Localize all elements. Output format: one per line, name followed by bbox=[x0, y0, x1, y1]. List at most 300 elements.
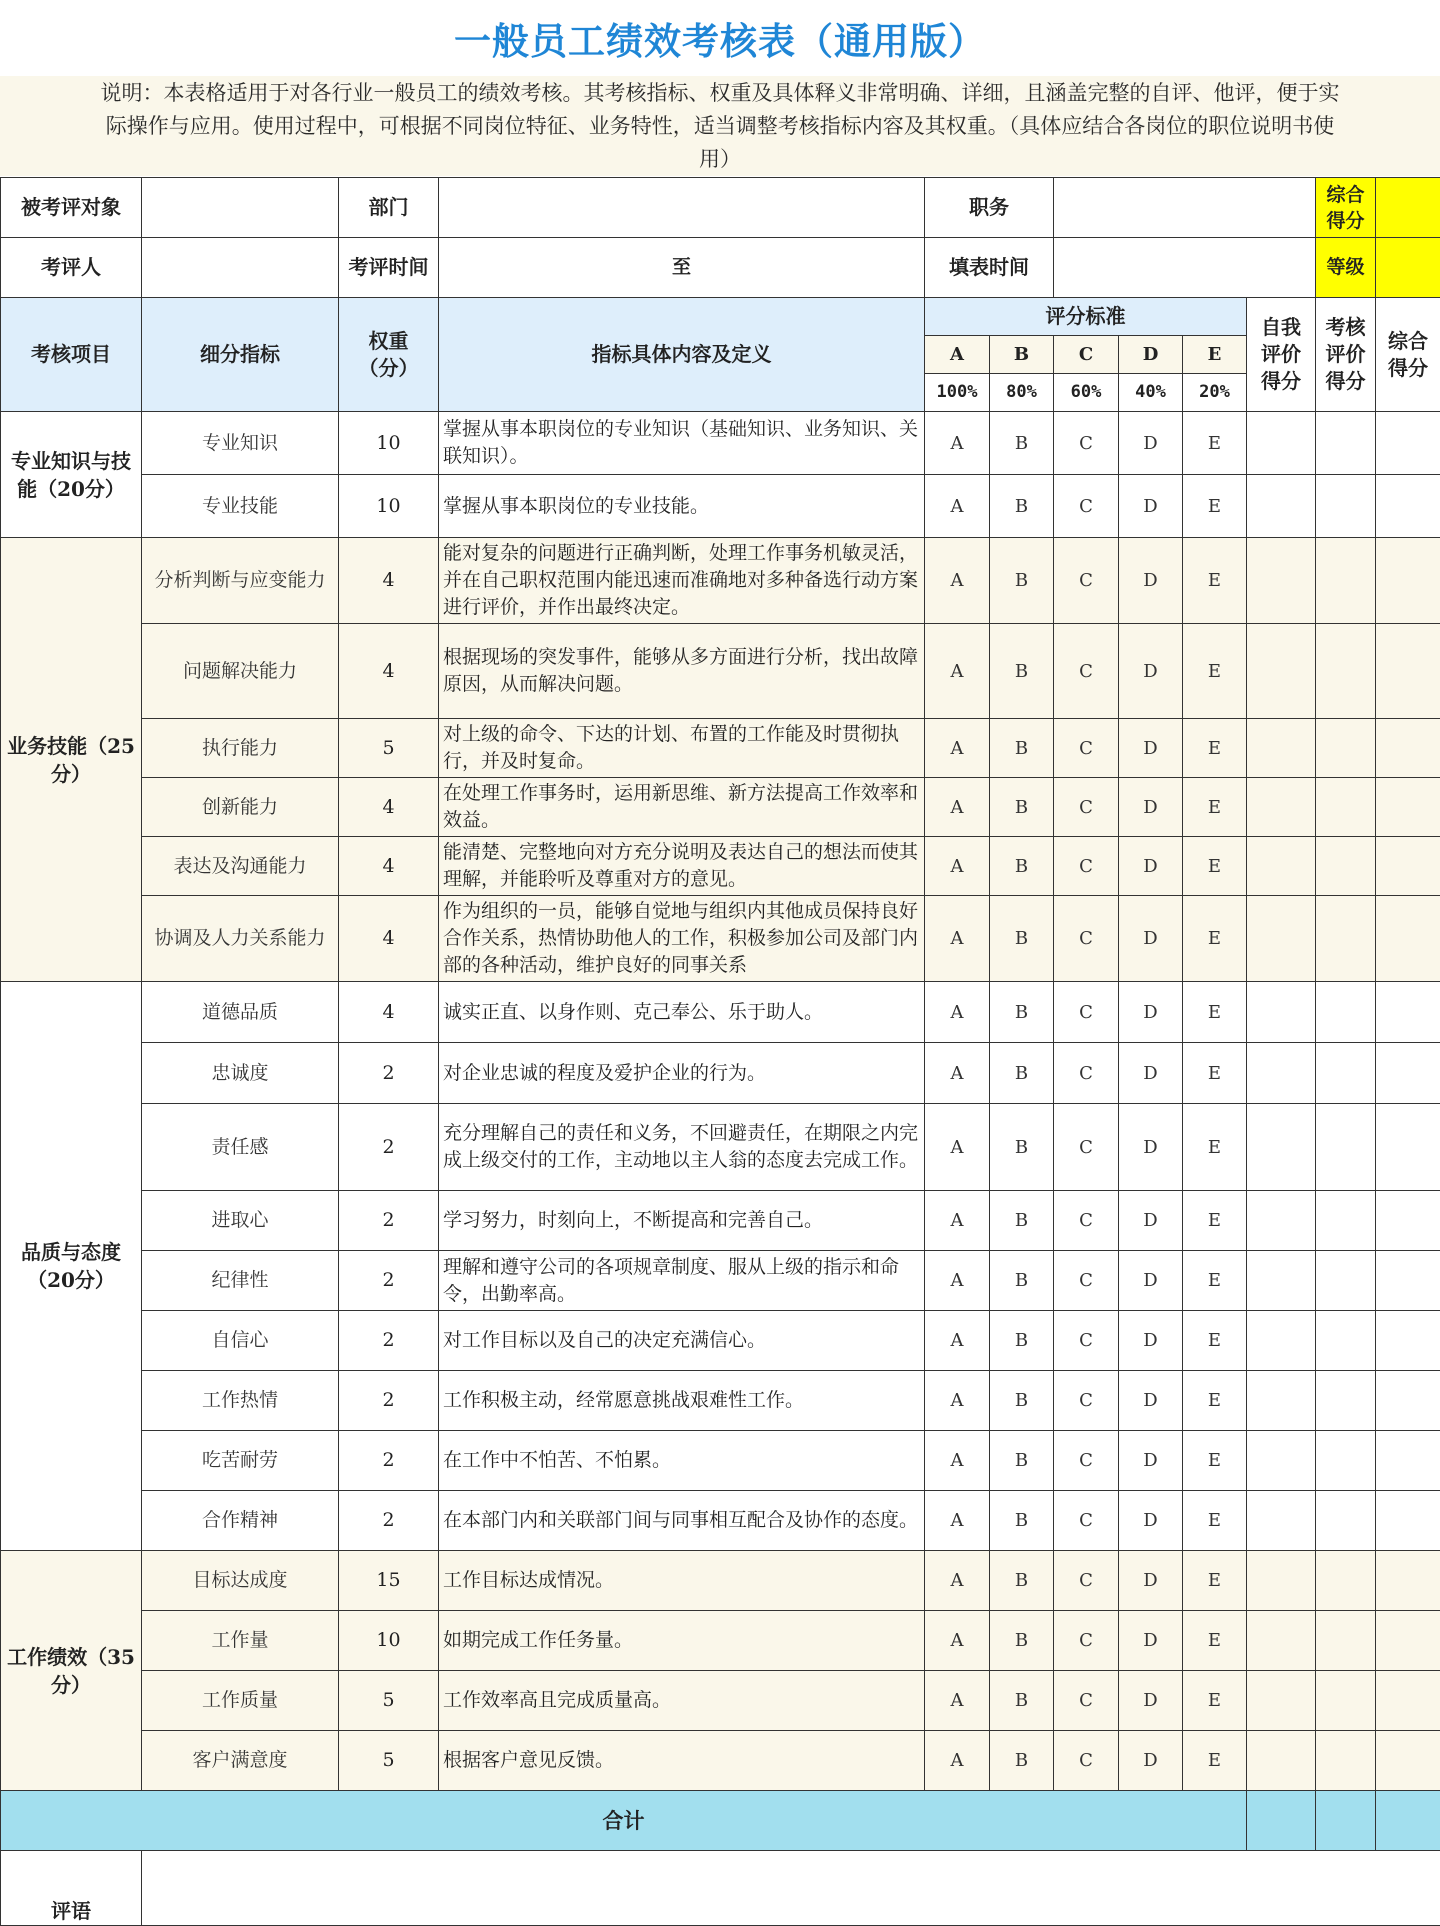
grade-option[interactable]: B bbox=[990, 1311, 1054, 1371]
grade-option[interactable]: E bbox=[1183, 719, 1247, 778]
department-label: 部门 bbox=[339, 178, 439, 238]
grade-option[interactable]: C bbox=[1054, 1251, 1119, 1311]
self-score-cell[interactable] bbox=[1247, 1251, 1316, 1311]
indicator-definition: 对企业忠诚的程度及爱护企业的行为。 bbox=[439, 1043, 925, 1104]
self-score-cell[interactable] bbox=[1247, 896, 1316, 982]
indicator-name: 纪律性 bbox=[142, 1251, 339, 1311]
indicator-row bbox=[1, 719, 1440, 778]
grade-option[interactable]: A bbox=[925, 1311, 990, 1371]
indicator-name: 执行能力 bbox=[142, 719, 339, 778]
grade-option[interactable]: C bbox=[1054, 982, 1119, 1043]
indicator-row bbox=[1, 837, 1440, 896]
indicator-name: 分析判断与应变能力 bbox=[142, 538, 339, 624]
grade-option[interactable]: A bbox=[925, 1731, 990, 1791]
self-score-cell[interactable] bbox=[1247, 1491, 1316, 1551]
grade-option[interactable]: D bbox=[1119, 1671, 1183, 1731]
self-score-cell[interactable] bbox=[1247, 1611, 1316, 1671]
grade-option[interactable]: B bbox=[990, 1491, 1054, 1551]
indicator-name: 创新能力 bbox=[142, 778, 339, 837]
remarks-label: 评语 bbox=[1, 1851, 142, 1926]
grade-option[interactable]: E bbox=[1183, 1043, 1247, 1104]
self-score-cell[interactable] bbox=[1247, 1104, 1316, 1191]
total-assess-cell[interactable] bbox=[1316, 1791, 1376, 1851]
grade-option[interactable]: A bbox=[925, 1104, 990, 1191]
grade-option[interactable]: A bbox=[925, 1043, 990, 1104]
indicator-name: 工作质量 bbox=[142, 1671, 339, 1731]
self-score-cell[interactable] bbox=[1247, 1431, 1316, 1491]
subject-field[interactable] bbox=[142, 178, 339, 238]
indicator-name: 客户满意度 bbox=[142, 1731, 339, 1791]
self-score-cell[interactable] bbox=[1247, 1043, 1316, 1104]
instructions-line: 说明：本表格适用于对各行业一般员工的绩效考核。其考核指标、权重及具体释义非常明确、详细，且涵盖完整的自评、他评，便于实 bbox=[12, 77, 1428, 110]
assess-score-cell[interactable] bbox=[1316, 1191, 1376, 1251]
indicator-weight: 2 bbox=[339, 1491, 439, 1551]
evaluation-time-label: 考评时间 bbox=[339, 238, 439, 298]
indicator-definition: 工作积极主动，经常愿意挑战艰难性工作。 bbox=[439, 1371, 925, 1431]
assess-score-cell[interactable] bbox=[1316, 1731, 1376, 1791]
self-score-header: 自我评价得分 bbox=[1247, 298, 1316, 412]
indicator-definition: 掌握从事本职岗位的专业技能。 bbox=[439, 475, 925, 538]
total-row bbox=[1, 1791, 1440, 1851]
grade-a-percent: 100% bbox=[925, 374, 990, 412]
grade-b-header: B bbox=[990, 336, 1054, 374]
indicator-weight: 4 bbox=[339, 624, 439, 719]
grade-option[interactable]: B bbox=[990, 719, 1054, 778]
indicator-name: 专业知识 bbox=[142, 412, 339, 475]
grade-option[interactable]: D bbox=[1119, 982, 1183, 1043]
grade-c-header: C bbox=[1054, 336, 1119, 374]
grade-option[interactable]: D bbox=[1119, 1431, 1183, 1491]
indicator-header: 细分指标 bbox=[142, 298, 339, 412]
self-score-cell[interactable] bbox=[1247, 1311, 1316, 1371]
indicator-definition: 根据客户意见反馈。 bbox=[439, 1731, 925, 1791]
overall-score-cell[interactable] bbox=[1376, 1551, 1440, 1611]
grade-option[interactable]: E bbox=[1183, 1311, 1247, 1371]
grade-option[interactable]: D bbox=[1119, 778, 1183, 837]
overall-score-cell[interactable] bbox=[1376, 1431, 1440, 1491]
grade-option[interactable]: B bbox=[990, 1551, 1054, 1611]
self-score-cell[interactable] bbox=[1247, 837, 1316, 896]
grade-option[interactable]: E bbox=[1183, 1731, 1247, 1791]
assess-score-cell[interactable] bbox=[1316, 837, 1376, 896]
assess-score-cell[interactable] bbox=[1316, 1043, 1376, 1104]
grade-option[interactable]: D bbox=[1119, 1611, 1183, 1671]
overall-score-cell[interactable] bbox=[1376, 1611, 1440, 1671]
indicator-definition: 能清楚、完整地向对方充分说明及表达自己的想法而使其理解，并能聆听及尊重对方的意见。 bbox=[439, 837, 925, 896]
assess-score-cell[interactable] bbox=[1316, 1491, 1376, 1551]
grade-option[interactable]: C bbox=[1054, 1671, 1119, 1731]
indicator-name: 吃苦耐劳 bbox=[142, 1431, 339, 1491]
indicator-definition: 诚实正直、以身作则、克己奉公、乐于助人。 bbox=[439, 982, 925, 1043]
grade-option[interactable]: B bbox=[990, 1731, 1054, 1791]
level-label: 等级 bbox=[1316, 238, 1376, 298]
instructions-line: 际操作与应用。使用过程中，可根据不同岗位特征、业务特性，适当调整考核指标内容及其权重。（具体应结合各岗位的职位说明书使 bbox=[12, 110, 1428, 143]
grade-option[interactable]: B bbox=[990, 1431, 1054, 1491]
grade-option[interactable]: C bbox=[1054, 896, 1119, 982]
grade-option[interactable]: A bbox=[925, 1431, 990, 1491]
indicator-definition: 对上级的命令、下达的计划、布置的工作能及时贯彻执行，并及时复命。 bbox=[439, 719, 925, 778]
overall-score-cell[interactable] bbox=[1376, 1671, 1440, 1731]
grade-option[interactable]: D bbox=[1119, 1043, 1183, 1104]
grade-option[interactable]: E bbox=[1183, 1191, 1247, 1251]
total-score-field[interactable] bbox=[1376, 178, 1440, 238]
header-row bbox=[1, 298, 1440, 336]
grade-option[interactable]: A bbox=[925, 982, 990, 1043]
assess-score-cell[interactable] bbox=[1316, 412, 1376, 475]
grade-option[interactable]: D bbox=[1119, 1731, 1183, 1791]
overall-score-cell[interactable] bbox=[1376, 1104, 1440, 1191]
indicator-row bbox=[1, 896, 1440, 982]
self-score-cell[interactable] bbox=[1247, 624, 1316, 719]
grade-option[interactable]: B bbox=[990, 1671, 1054, 1731]
grade-b-percent: 80% bbox=[990, 374, 1054, 412]
self-score-cell[interactable] bbox=[1247, 1671, 1316, 1731]
info-row bbox=[1, 178, 1440, 238]
grade-option[interactable]: D bbox=[1119, 896, 1183, 982]
indicator-row bbox=[1, 1371, 1440, 1431]
grade-option[interactable]: B bbox=[990, 412, 1054, 475]
indicator-definition: 工作目标达成情况。 bbox=[439, 1551, 925, 1611]
fill-time-label: 填表时间 bbox=[925, 238, 1054, 298]
assess-score-cell[interactable] bbox=[1316, 1671, 1376, 1731]
grade-option[interactable]: C bbox=[1054, 719, 1119, 778]
grade-option[interactable]: D bbox=[1119, 1104, 1183, 1191]
indicator-weight: 2 bbox=[339, 1043, 439, 1104]
grade-option[interactable]: B bbox=[990, 1104, 1054, 1191]
grade-option[interactable]: C bbox=[1054, 624, 1119, 719]
overall-score-cell[interactable] bbox=[1376, 1371, 1440, 1431]
indicator-name: 忠诚度 bbox=[142, 1043, 339, 1104]
grade-option[interactable]: D bbox=[1119, 412, 1183, 475]
indicator-row bbox=[1, 475, 1440, 538]
grade-option[interactable]: B bbox=[990, 1611, 1054, 1671]
indicator-weight: 4 bbox=[339, 837, 439, 896]
assess-score-cell[interactable] bbox=[1316, 1611, 1376, 1671]
indicator-row bbox=[1, 538, 1440, 624]
self-score-cell[interactable] bbox=[1247, 412, 1316, 475]
indicator-definition: 在工作中不怕苦、不怕累。 bbox=[439, 1431, 925, 1491]
page-title: 一般员工绩效考核表（通用版） bbox=[0, 0, 1440, 76]
grade-option[interactable]: E bbox=[1183, 1431, 1247, 1491]
indicator-weight: 2 bbox=[339, 1311, 439, 1371]
instructions-line: 用） bbox=[12, 143, 1428, 176]
indicator-definition: 掌握从事本职岗位的专业知识（基础知识、业务知识、关联知识）。 bbox=[439, 412, 925, 475]
grade-option[interactable]: C bbox=[1054, 538, 1119, 624]
grade-option[interactable]: A bbox=[925, 538, 990, 624]
grade-option[interactable]: C bbox=[1054, 1431, 1119, 1491]
overall-score-cell[interactable] bbox=[1376, 719, 1440, 778]
self-score-cell[interactable] bbox=[1247, 982, 1316, 1043]
indicator-name: 合作精神 bbox=[142, 1491, 339, 1551]
category-name: 工作绩效（35分） bbox=[1, 1551, 142, 1791]
indicator-row bbox=[1, 1043, 1440, 1104]
indicator-weight: 2 bbox=[339, 1191, 439, 1251]
self-score-cell[interactable] bbox=[1247, 778, 1316, 837]
assess-score-cell[interactable] bbox=[1316, 1104, 1376, 1191]
grade-c-percent: 60% bbox=[1054, 374, 1119, 412]
indicator-definition: 在处理工作事务时，运用新思维、新方法提高工作效率和效益。 bbox=[439, 778, 925, 837]
evaluator-label: 考评人 bbox=[1, 238, 142, 298]
grade-option[interactable]: A bbox=[925, 719, 990, 778]
weight-header: 权重（分） bbox=[339, 298, 439, 412]
grade-option[interactable]: D bbox=[1119, 1491, 1183, 1551]
grade-option[interactable]: A bbox=[925, 624, 990, 719]
grade-option[interactable]: E bbox=[1183, 778, 1247, 837]
indicator-row bbox=[1, 1311, 1440, 1371]
indicator-row bbox=[1, 1251, 1440, 1311]
grade-option[interactable]: C bbox=[1054, 475, 1119, 538]
indicator-weight: 10 bbox=[339, 1611, 439, 1671]
grade-option[interactable]: D bbox=[1119, 538, 1183, 624]
indicator-name: 责任感 bbox=[142, 1104, 339, 1191]
indicator-name: 问题解决能力 bbox=[142, 624, 339, 719]
grade-option[interactable]: E bbox=[1183, 982, 1247, 1043]
indicator-definition: 根据现场的突发事件，能够从多方面进行分析，找出故障原因，从而解决问题。 bbox=[439, 624, 925, 719]
grade-option[interactable]: D bbox=[1119, 837, 1183, 896]
assess-score-cell[interactable] bbox=[1316, 1431, 1376, 1491]
grade-option[interactable]: E bbox=[1183, 1371, 1247, 1431]
grade-option[interactable]: C bbox=[1054, 1731, 1119, 1791]
assess-score-cell[interactable] bbox=[1316, 1551, 1376, 1611]
position-field[interactable] bbox=[1054, 178, 1316, 238]
grade-option[interactable]: B bbox=[990, 624, 1054, 719]
indicator-row bbox=[1, 1551, 1440, 1611]
indicator-row bbox=[1, 1731, 1440, 1791]
grade-option[interactable]: C bbox=[1054, 1491, 1119, 1551]
indicator-row bbox=[1, 1104, 1440, 1191]
grade-option[interactable]: C bbox=[1054, 837, 1119, 896]
grade-option[interactable]: E bbox=[1183, 1251, 1247, 1311]
grade-option[interactable]: E bbox=[1183, 538, 1247, 624]
indicator-weight: 2 bbox=[339, 1371, 439, 1431]
self-score-cell[interactable] bbox=[1247, 475, 1316, 538]
grade-option[interactable]: C bbox=[1054, 1191, 1119, 1251]
grade-option[interactable]: E bbox=[1183, 896, 1247, 982]
assess-score-cell[interactable] bbox=[1316, 719, 1376, 778]
category-name: 业务技能（25分） bbox=[1, 538, 142, 982]
indicator-name: 专业技能 bbox=[142, 475, 339, 538]
grade-option[interactable]: D bbox=[1119, 624, 1183, 719]
overall-score-cell[interactable] bbox=[1376, 412, 1440, 475]
indicator-name: 工作热情 bbox=[142, 1371, 339, 1431]
self-score-cell[interactable] bbox=[1247, 1551, 1316, 1611]
grade-option[interactable]: D bbox=[1119, 1311, 1183, 1371]
grade-option[interactable]: E bbox=[1183, 837, 1247, 896]
indicator-definition: 能对复杂的问题进行正确判断，处理工作事务机敏灵活，并在自己职权范围内能迅速而准确地对多种备选行动方案进行评价，并作出最终决定。 bbox=[439, 538, 925, 624]
overall-score-cell[interactable] bbox=[1376, 1491, 1440, 1551]
grade-option[interactable]: A bbox=[925, 1191, 990, 1251]
indicator-weight: 4 bbox=[339, 896, 439, 982]
grade-option[interactable]: A bbox=[925, 475, 990, 538]
indicator-name: 工作量 bbox=[142, 1611, 339, 1671]
indicator-weight: 2 bbox=[339, 1251, 439, 1311]
grade-option[interactable]: A bbox=[925, 1671, 990, 1731]
indicator-weight: 4 bbox=[339, 778, 439, 837]
grade-option[interactable]: C bbox=[1054, 1311, 1119, 1371]
overall-score-cell[interactable] bbox=[1376, 1731, 1440, 1791]
indicator-name: 目标达成度 bbox=[142, 1551, 339, 1611]
grade-option[interactable]: E bbox=[1183, 1491, 1247, 1551]
subject-label: 被考评对象 bbox=[1, 178, 142, 238]
grade-option[interactable]: A bbox=[925, 412, 990, 475]
overall-score-cell[interactable] bbox=[1376, 982, 1440, 1043]
grade-option[interactable]: E bbox=[1183, 1104, 1247, 1191]
grade-option[interactable]: C bbox=[1054, 1043, 1119, 1104]
assess-score-cell[interactable] bbox=[1316, 1311, 1376, 1371]
indicator-weight: 15 bbox=[339, 1551, 439, 1611]
indicator-row bbox=[1, 778, 1440, 837]
assess-score-cell[interactable] bbox=[1316, 896, 1376, 982]
overall-score-cell[interactable] bbox=[1376, 1191, 1440, 1251]
assess-score-cell[interactable] bbox=[1316, 1371, 1376, 1431]
grade-option[interactable]: A bbox=[925, 896, 990, 982]
fill-time-field[interactable] bbox=[1054, 238, 1316, 298]
grade-e-percent: 20% bbox=[1183, 374, 1247, 412]
assess-score-cell[interactable] bbox=[1316, 538, 1376, 624]
grade-option[interactable]: B bbox=[990, 1371, 1054, 1431]
overall-score-cell[interactable] bbox=[1376, 896, 1440, 982]
item-header: 考核项目 bbox=[1, 298, 142, 412]
grade-option[interactable]: A bbox=[925, 837, 990, 896]
category-name: 品质与态度（20分） bbox=[1, 982, 142, 1551]
instructions bbox=[0, 76, 1440, 176]
total-overall-cell[interactable] bbox=[1376, 1791, 1440, 1851]
overall-score-cell[interactable] bbox=[1376, 1043, 1440, 1104]
grade-option[interactable]: B bbox=[990, 896, 1054, 982]
overall-score-cell[interactable] bbox=[1376, 778, 1440, 837]
overall-score-header: 综合得分 bbox=[1376, 298, 1440, 412]
grade-option[interactable]: E bbox=[1183, 475, 1247, 538]
indicator-row bbox=[1, 412, 1440, 475]
grade-option[interactable]: D bbox=[1119, 475, 1183, 538]
indicator-weight: 4 bbox=[339, 538, 439, 624]
grade-option[interactable]: E bbox=[1183, 1671, 1247, 1731]
indicator-weight: 2 bbox=[339, 1431, 439, 1491]
indicator-row bbox=[1, 982, 1440, 1043]
indicator-row bbox=[1, 624, 1440, 719]
indicator-row bbox=[1, 1191, 1440, 1251]
indicator-definition: 对工作目标以及自己的决定充满信心。 bbox=[439, 1311, 925, 1371]
grade-option[interactable]: C bbox=[1054, 1551, 1119, 1611]
grade-option[interactable]: D bbox=[1119, 1191, 1183, 1251]
grade-d-header: D bbox=[1119, 336, 1183, 374]
indicator-weight: 5 bbox=[339, 719, 439, 778]
grade-option[interactable]: B bbox=[990, 1191, 1054, 1251]
grade-option[interactable]: C bbox=[1054, 1371, 1119, 1431]
assess-score-cell[interactable] bbox=[1316, 982, 1376, 1043]
criteria-header: 评分标准 bbox=[925, 298, 1247, 336]
overall-score-cell[interactable] bbox=[1376, 624, 1440, 719]
indicator-weight: 10 bbox=[339, 412, 439, 475]
grade-option[interactable]: B bbox=[990, 982, 1054, 1043]
indicator-row bbox=[1, 1671, 1440, 1731]
grade-option[interactable]: E bbox=[1183, 624, 1247, 719]
indicator-definition: 在本部门内和关联部门间与同事相互配合及协作的态度。 bbox=[439, 1491, 925, 1551]
indicator-weight: 4 bbox=[339, 982, 439, 1043]
info-row bbox=[1, 238, 1440, 298]
grade-option[interactable]: C bbox=[1054, 412, 1119, 475]
grade-option[interactable]: A bbox=[925, 1491, 990, 1551]
self-score-cell[interactable] bbox=[1247, 1191, 1316, 1251]
total-self-cell[interactable] bbox=[1247, 1791, 1316, 1851]
department-field[interactable] bbox=[439, 178, 925, 238]
assess-score-header: 考核评价得分 bbox=[1316, 298, 1376, 412]
self-score-cell[interactable] bbox=[1247, 1371, 1316, 1431]
indicator-name: 道德品质 bbox=[142, 982, 339, 1043]
category-name: 专业知识与技能（20分） bbox=[1, 412, 142, 538]
grade-option[interactable]: C bbox=[1054, 1611, 1119, 1671]
evaluator-field[interactable] bbox=[142, 238, 339, 298]
indicator-row bbox=[1, 1431, 1440, 1491]
overall-score-cell[interactable] bbox=[1376, 1251, 1440, 1311]
overall-score-cell[interactable] bbox=[1376, 1311, 1440, 1371]
assess-score-cell[interactable] bbox=[1316, 778, 1376, 837]
grade-option[interactable]: A bbox=[925, 1611, 990, 1671]
grade-option[interactable]: D bbox=[1119, 1371, 1183, 1431]
indicator-weight: 10 bbox=[339, 475, 439, 538]
definition-header: 指标具体内容及定义 bbox=[439, 298, 925, 412]
indicator-name: 表达及沟通能力 bbox=[142, 837, 339, 896]
indicator-row bbox=[1, 1491, 1440, 1551]
grade-option[interactable]: E bbox=[1183, 1611, 1247, 1671]
grade-option[interactable]: E bbox=[1183, 1551, 1247, 1611]
indicator-definition: 充分理解自己的责任和义务，不回避责任，在期限之内完成上级交付的工作，主动地以主人翁的态度去完成工作。 bbox=[439, 1104, 925, 1191]
remarks-row bbox=[1, 1851, 1440, 1926]
grade-option[interactable]: B bbox=[990, 538, 1054, 624]
grade-option[interactable]: E bbox=[1183, 412, 1247, 475]
grade-option[interactable]: B bbox=[990, 1043, 1054, 1104]
self-score-cell[interactable] bbox=[1247, 719, 1316, 778]
remarks-field[interactable] bbox=[142, 1851, 1440, 1926]
level-field[interactable] bbox=[1376, 238, 1440, 298]
indicator-definition: 理解和遵守公司的各项规章制度、服从上级的指示和命令，出勤率高。 bbox=[439, 1251, 925, 1311]
indicator-name: 进取心 bbox=[142, 1191, 339, 1251]
grade-option[interactable]: B bbox=[990, 778, 1054, 837]
total-label: 合计 bbox=[1, 1791, 1247, 1851]
indicator-definition: 工作效率高且完成质量高。 bbox=[439, 1671, 925, 1731]
grade-option[interactable]: A bbox=[925, 1371, 990, 1431]
overall-score-cell[interactable] bbox=[1376, 538, 1440, 624]
grade-option[interactable]: B bbox=[990, 837, 1054, 896]
grade-a-header: A bbox=[925, 336, 990, 374]
grade-option[interactable]: D bbox=[1119, 719, 1183, 778]
grade-option[interactable]: A bbox=[925, 1251, 990, 1311]
grade-option[interactable]: B bbox=[990, 475, 1054, 538]
assess-score-cell[interactable] bbox=[1316, 475, 1376, 538]
grade-option[interactable]: A bbox=[925, 1551, 990, 1611]
grade-option[interactable]: D bbox=[1119, 1551, 1183, 1611]
overall-score-cell[interactable] bbox=[1376, 837, 1440, 896]
grade-option[interactable]: C bbox=[1054, 1104, 1119, 1191]
grade-option[interactable]: A bbox=[925, 778, 990, 837]
evaluation-period-field[interactable]: 至 bbox=[439, 238, 925, 298]
indicator-definition: 作为组织的一员，能够自觉地与组织内其他成员保持良好合作关系，热情协助他人的工作，积极参加公司及部门内部的各种活动，维护良好的同事关系 bbox=[439, 896, 925, 982]
overall-score-cell[interactable] bbox=[1376, 475, 1440, 538]
indicator-row bbox=[1, 1611, 1440, 1671]
grade-option[interactable]: C bbox=[1054, 778, 1119, 837]
assess-score-cell[interactable] bbox=[1316, 1251, 1376, 1311]
assess-score-cell[interactable] bbox=[1316, 624, 1376, 719]
grade-option[interactable]: B bbox=[990, 1251, 1054, 1311]
indicator-weight: 5 bbox=[339, 1731, 439, 1791]
self-score-cell[interactable] bbox=[1247, 538, 1316, 624]
grade-option[interactable]: D bbox=[1119, 1251, 1183, 1311]
indicator-definition: 学习努力，时刻向上，不断提高和完善自己。 bbox=[439, 1191, 925, 1251]
grade-d-percent: 40% bbox=[1119, 374, 1183, 412]
indicator-weight: 2 bbox=[339, 1104, 439, 1191]
indicator-weight: 5 bbox=[339, 1671, 439, 1731]
self-score-cell[interactable] bbox=[1247, 1731, 1316, 1791]
